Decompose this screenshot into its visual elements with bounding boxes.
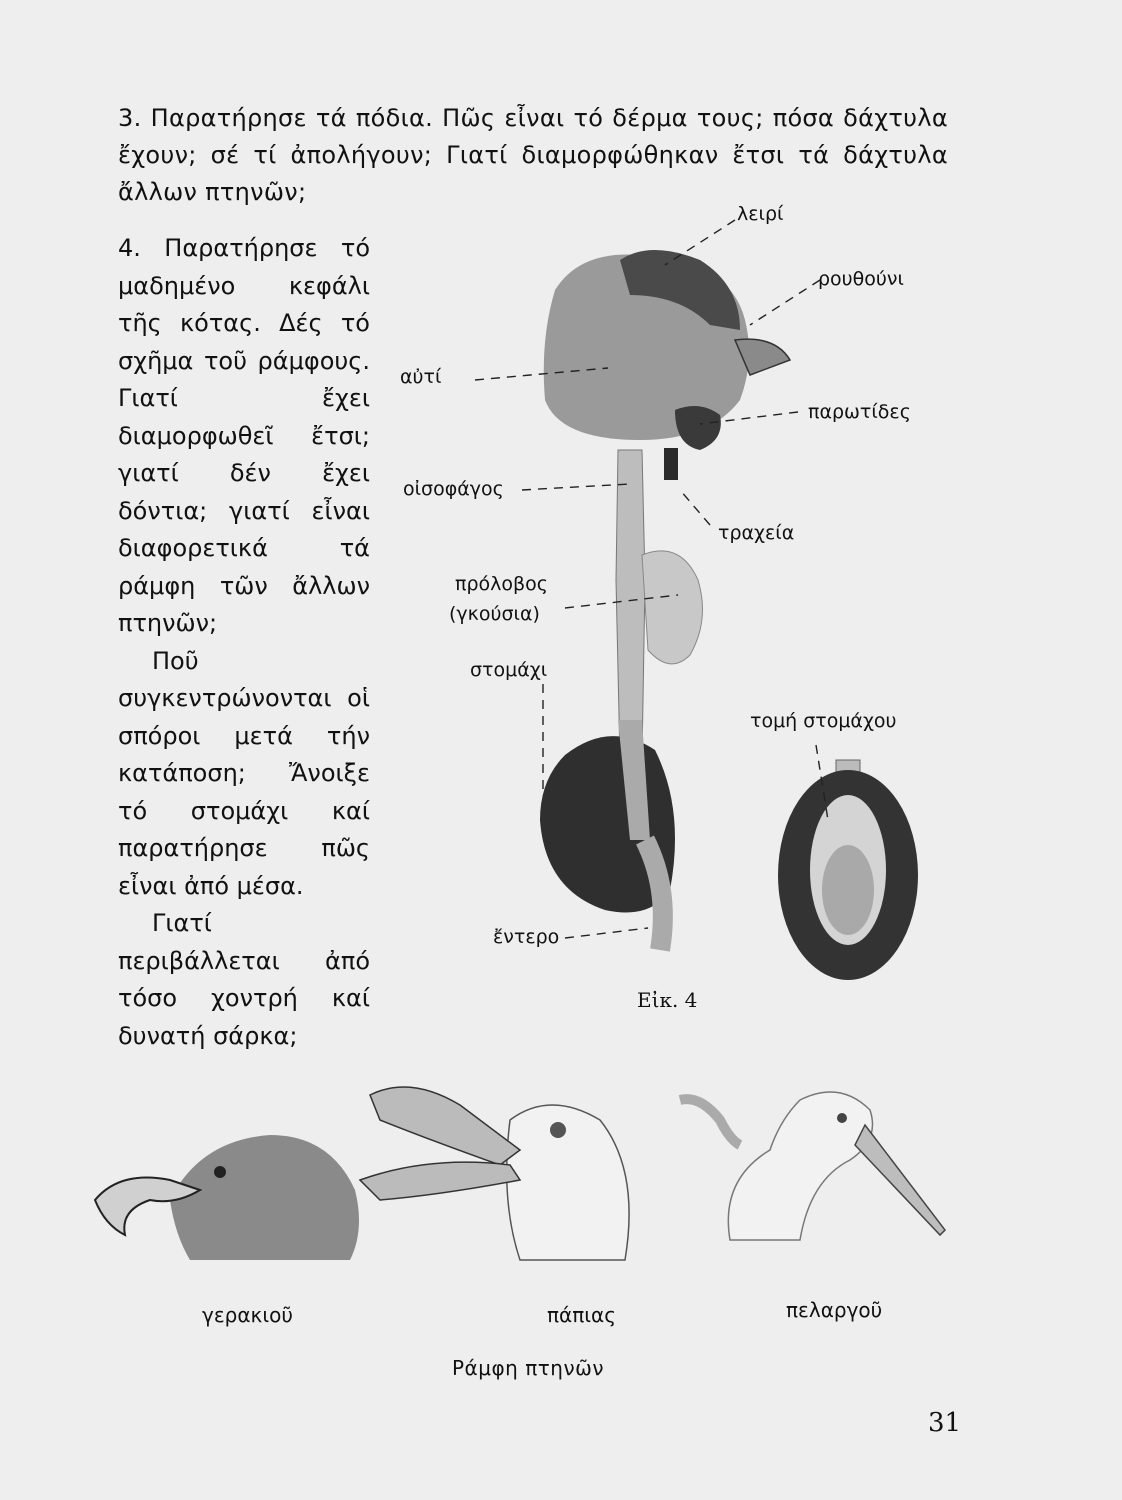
chicken-digestive-illustration bbox=[380, 200, 940, 1000]
esophagus bbox=[616, 450, 645, 760]
bird-beaks-illustration bbox=[80, 1060, 980, 1290]
hawk-head bbox=[95, 1135, 359, 1260]
question-4-paragraph: 4. Παρατήρησε τό μαδημένο κεφάλι τῆς κότας. Δές τό σχῆμα τοῦ ράμφους. Γιατί ἔχει διαμορφωθεῖ ἔτσι; γιατί δέν ἔχει δόντια; γιατί εἶναι διαφορετικά τά ράμφη τῶν ἄλλων πτηνῶν; bbox=[118, 234, 370, 637]
stork-head bbox=[680, 1092, 945, 1240]
label-trachea: τραχεία bbox=[718, 522, 795, 544]
label-intestine: ἔντερο bbox=[493, 926, 560, 948]
label-wattle: ρουθούνι bbox=[818, 268, 904, 290]
label-parotid: παρωτίδες bbox=[808, 401, 911, 423]
stomach-section-illustration bbox=[778, 760, 918, 980]
label-stork: πελαργοῦ bbox=[786, 1298, 883, 1322]
label-duck: πάπιας bbox=[547, 1303, 616, 1327]
label-crop: πρόλοβος bbox=[455, 573, 548, 595]
label-hawk: γερακιοῦ bbox=[202, 1303, 293, 1327]
label-stomach: στομάχι bbox=[470, 659, 548, 681]
page-number: 31 bbox=[928, 1408, 962, 1438]
parotid-gland bbox=[675, 406, 721, 450]
label-comb: λειρί bbox=[737, 203, 784, 225]
beaks-caption: Ράμφη πτηνῶν bbox=[452, 1356, 605, 1380]
crop bbox=[642, 551, 703, 664]
figure-caption: Εἰκ. 4 bbox=[637, 988, 698, 1012]
label-esophagus: οἰσοφάγος bbox=[403, 478, 504, 500]
question-4-block bbox=[118, 230, 370, 1055]
duck-head bbox=[360, 1087, 629, 1260]
question-4-stomach-paragraph: Ποῦ συγκεντρώνονται οἱ σπόροι μετά τήν κατάποση; Ἄνοιξε τό στομάχι καί παρατήρησε πῶς εἶναι ἀπό μέσα. bbox=[118, 646, 370, 900]
trachea bbox=[664, 448, 678, 480]
question-4-flesh-paragraph: Γιατί περιβάλλεται ἀπό τόσο χοντρή καί δυνατή σάρκα; bbox=[118, 909, 370, 1050]
question-3-text: 3. Παρατήρησε τά πόδια. Πῶς εἶναι τό δέρμα τους; πόσα δάχτυλα ἔχουν; σέ τί ἀπολήγουν; Γιατί διαμορφώθηκαν ἔτσι τά δάχτυλα ἄλλων πτηνῶν; bbox=[118, 104, 948, 206]
label-ear: αὐτί bbox=[400, 366, 442, 388]
label-crop-alt: (γκούσια) bbox=[449, 603, 540, 625]
label-stomach-section: τομή στομάχου bbox=[750, 710, 897, 732]
